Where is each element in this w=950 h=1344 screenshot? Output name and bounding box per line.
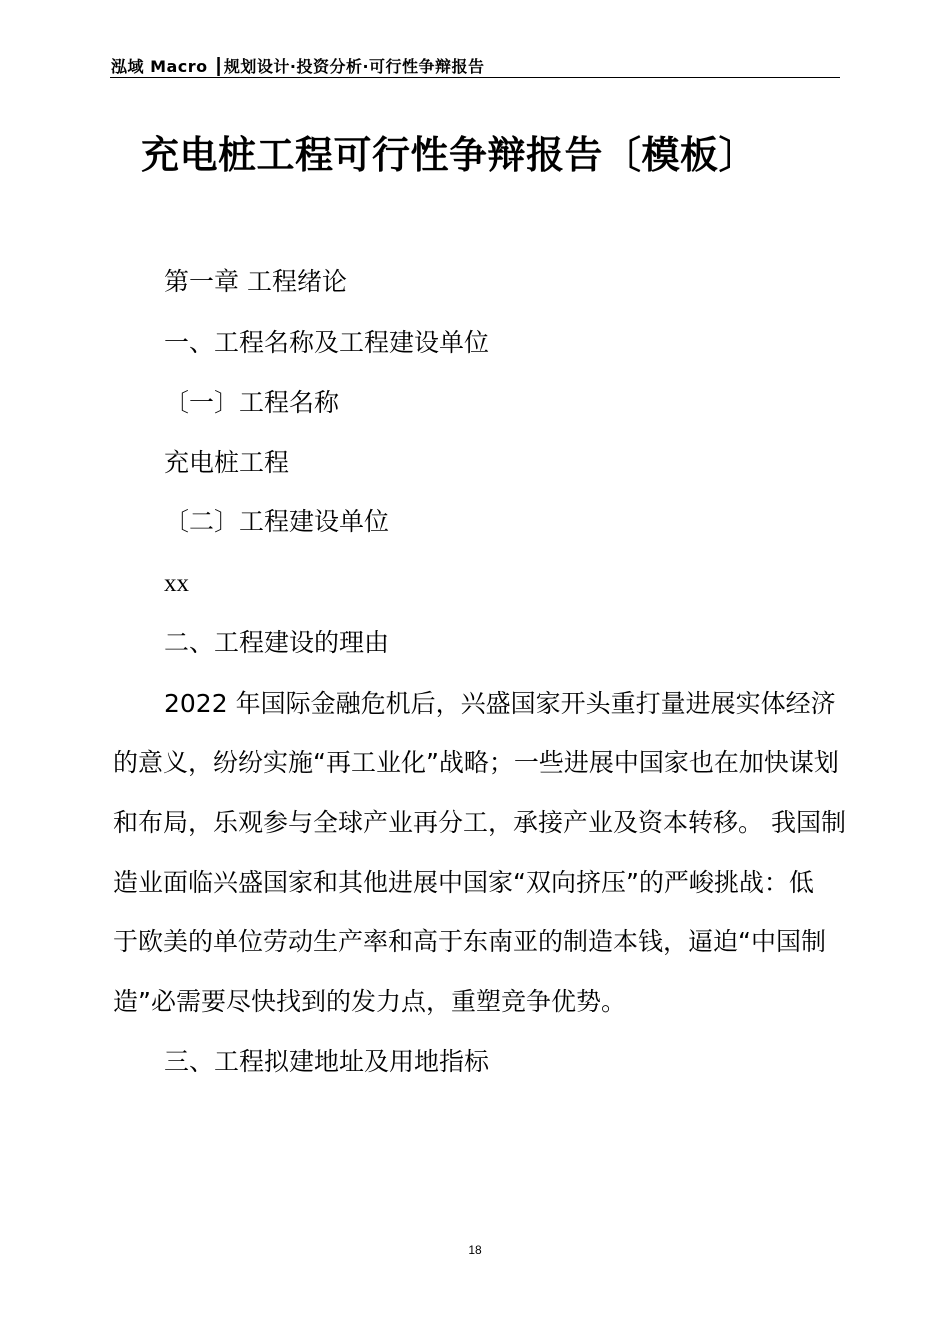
paragraph-line: 于欧美的单位劳动生产率和高于东南亚的制造本钱，逼迫“中国制 bbox=[113, 927, 826, 956]
running-header: 泓域 Macro ┃规划设计·投资分析·可行性争辩报告 bbox=[111, 57, 485, 76]
subsection-heading-2: 〔二〕工程建设单位 bbox=[164, 507, 390, 536]
section-heading-1: 一、工程名称及工程建设单位 bbox=[164, 328, 490, 357]
document-title: 充电桩工程可行性争辩报告〔模板〕 bbox=[141, 133, 758, 177]
section-heading-3: 三、工程拟建地址及用地指标 bbox=[164, 1047, 490, 1076]
builder-text: xx bbox=[164, 570, 189, 597]
paragraph-line: 的意义，纷纷实施“再工业化”战略；一些进展中国家也在加快谋划 bbox=[113, 748, 839, 777]
paragraph-line: 造业面临兴盛国家和其他进展中国家“双向挤压”的严峻挑战：低 bbox=[113, 868, 814, 897]
paragraph-line: 造”必需要尽快找到的发力点，重塑竞争优势。 bbox=[113, 987, 626, 1016]
subsection-heading-1: 〔一〕工程名称 bbox=[164, 388, 340, 417]
project-name-text: 充电桩工程 bbox=[164, 448, 290, 477]
paragraph-line: 2022 年国际金融危机后，兴盛国家开头重打量进展实体经济 bbox=[164, 689, 836, 718]
header-divider bbox=[110, 77, 840, 78]
page-number: 18 bbox=[468, 1243, 482, 1257]
chapter-heading: 第一章 工程绪论 bbox=[164, 267, 347, 296]
paragraph-line: 和布局，乐观参与全球产业再分工，承接产业及资本转移。 我国制 bbox=[113, 808, 846, 837]
section-heading-2: 二、工程建设的理由 bbox=[164, 628, 390, 657]
